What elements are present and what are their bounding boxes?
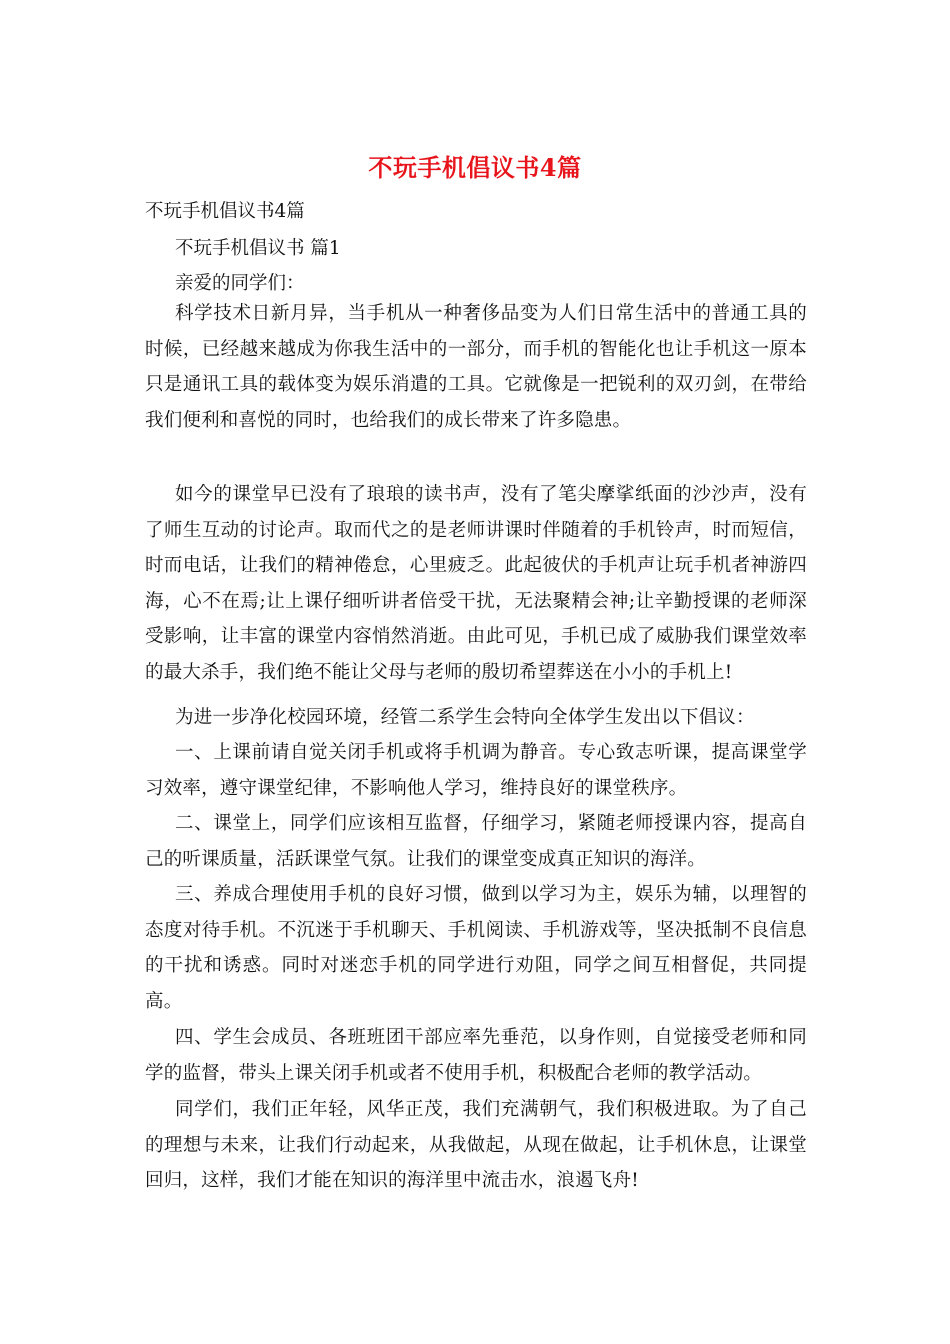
paragraph-closing: 同学们，我们正年轻，风华正茂，我们充满朝气，我们积极进取。为了自己的理想与未来，让我们行动起来，从我做起，从现在做起，让手机休息，让课堂回归，这样，我们才能在知识的海洋里中流击水，浪遏飞舟! [145, 1099, 807, 1192]
paragraph-classroom: 如今的课堂早已没有了琅琅的读书声，没有了笔尖摩挲纸面的沙沙声，没有了师生互动的讨论声。取而代之的是老师讲课时伴随着的手机铃声，时而短信，时而电话，让我们的精神倦怠，心里疲乏。此起彼伏的手机声让玩手机者神游四海，心不在焉;让上课仔细听讲者倍受干扰，无法聚精会神;让辛勤授课的老师深受影响，让丰富的课堂内容悄然消逝。由此可见，手机已成了威胁我们课堂效率的最大杀手，我们绝不能让父母与老师的殷切希望葬送在小小的手机上! [145, 484, 807, 683]
greeting: 亲爱的同学们： [175, 273, 305, 294]
section-heading: 不玩手机倡议书 篇1 [175, 238, 341, 259]
paragraph-item-1: 一、上课前请自觉关闭手机或将手机调为静音。专心致志听课，提高课堂学习效率，遵守课堂纪律，不影响他人学习，维持良好的课堂秩序。 [145, 742, 807, 799]
paragraph-intro: 科学技术日新月异，当手机从一种奢侈品变为人们日常生活中的普通工具的时候，已经越来越成为你我生活中的一部分，而手机的智能化也让手机这一原本只是通讯工具的载体变为娱乐消遣的工具。它就像是一把锐利的双刃剑，在带给我们便利和喜悦的同时，也给我们的成长带来了许多隐患。 [145, 303, 807, 431]
paragraph-item-2: 二、课堂上，同学们应该相互监督，仔细学习，紧随老师授课内容，提高自己的听课质量，活跃课堂气氛。让我们的课堂变成真正知识的海洋。 [145, 813, 807, 870]
paragraph-item-3: 三、养成合理使用手机的良好习惯，做到以学习为主，娱乐为辅，以理智的态度对待手机。不沉迷于手机聊天、手机阅读、手机游戏等，坚决抵制不良信息的干扰和诱惑。同时对迷恋手机的同学进行劝阻，同学之间互相督促，共同提高。 [145, 884, 807, 1012]
paragraph-item-4: 四、学生会成员、各班班团干部应率先垂范，以身作则，自觉接受老师和同学的监督，带头上课关闭手机或者不使用手机，积极配合老师的教学活动。 [145, 1027, 807, 1084]
document-title: 不玩手机倡议书4篇 [368, 153, 582, 182]
document-subtitle: 不玩手机倡议书4篇 [145, 201, 305, 222]
paragraph-proposal-intro: 为进一步净化校园环境，经管二系学生会特向全体学生发出以下倡议： [175, 707, 755, 728]
